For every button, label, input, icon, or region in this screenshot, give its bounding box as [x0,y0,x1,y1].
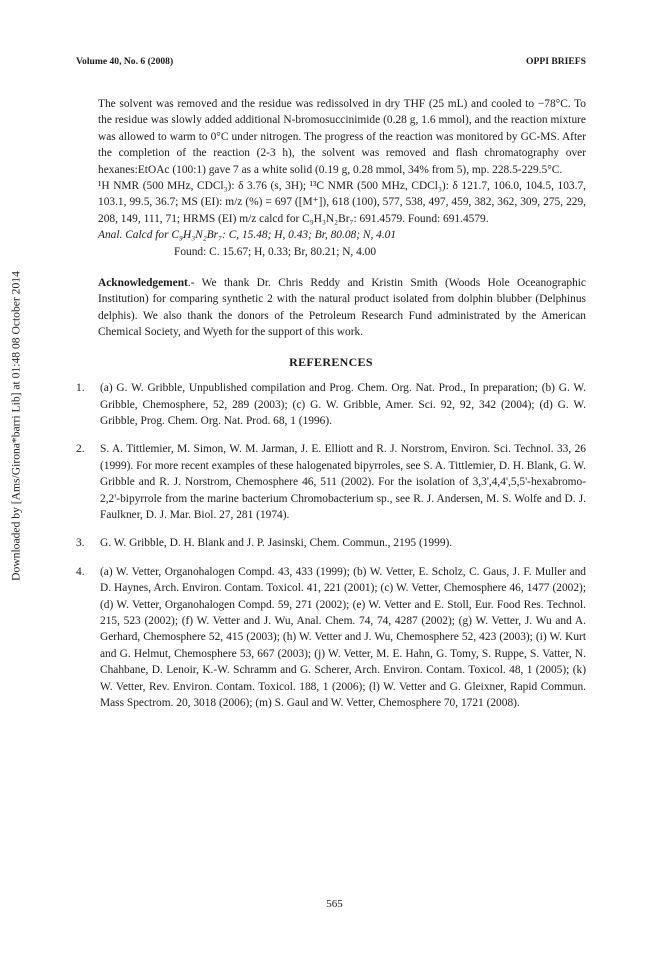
header-section: OPPI BRIEFS [526,56,586,67]
reference-text: (a) G. W. Gribble, Unpublished compilation and Prog. Chem. Org. Nat. Prod., In preparation; (b) G. W. Gribble, Chemosphere, 52, 289 (2003); (c) G. W. Gribble, Amer. Sci. 92, 92, 342 (2004); (d) G. W. Gribble, Prog. Chem. Org. Nat. Prod. 68, 1 (1996). [100,382,586,427]
page-body [76,96,586,723]
reference-number: 4. [76,565,85,578]
download-watermark-text: Downloaded by [Ams/Girona*barri Lib] at 01:48 08 October 2014 [9,271,23,581]
download-watermark [6,146,26,706]
reference-number: 1. [76,382,85,395]
experimental-paragraph: The solvent was removed and the residue was redissolved in dry THF (25 mL) and cooled to −78°C. To the residue was slowly added additional N-bromosuccinimide (0.28 g, 1.6 mmol), and the reaction mixture was allowed to warm to 0°C under nitrogen. The progress of the reaction was monitored by GC-MS. After the completion of the reaction (2-3 h), the solvent was removed and flash chromatography over hexanes:EtOAc (100:1) gave 7 as a white solid (0.19 g, 0.28 mmol, 34% from 5), mp. 228.5-229.5°C. [98,98,586,176]
spectral-data-paragraph: ¹H NMR (500 MHz, CDCl₃): δ 3.76 (s, 3H); ¹³C NMR (500 MHz, CDCl₃): δ 121.7, 106.0, 104.5, 103.7, 103.1, 99.5, 36.7; MS (EI): m/z (%) = 697 ([M⁺]), 618 (100), 577, 538, 497, 459, 382, 362, 309, 275, 229, 208, 149, 111, 71; HRMS (EI) m/z calcd for C₉H₃N₂Br₇: 691.4579. Found: 691.4579. [98,180,586,225]
page-number: 565 [326,898,343,910]
running-header [76,56,586,67]
acknowledgement-paragraph [76,275,586,341]
reference-item [76,564,586,712]
header-volume: Volume 40, No. 6 (2008) [76,56,174,67]
reference-text: (a) W. Vetter, Organohalogen Compd. 43, 433 (1999); (b) W. Vetter, E. Scholz, C. Gaus, J. F. Muller and D. Haynes, Arch. Environ. Contam. Toxicol. 41, 221 (2001); (c) W. Vetter, Chemosphere 46, 1477 (2002); (d) W. Vetter, Organohalogen Compd. 59, 271 (2002); (e) W. Vetter and E. Stoll, Eur. Food Res. Technol. 215, 523 (2002); (f) W. Vetter and J. Wu, Anal. Chem. 74, 74, 4287 (2002); (g) W. Vetter, J. Wu and A. Gerhard, Chemosphere 52, 415 (2003); (h) W. Vetter and J. Wu, Chemosphere 52, 423 (2003); (i) W. Kurt and G. Helmut, Chemosphere 53, 667 (2003); (j) W. Vetter, M. E. Hahn, G. Tomy, S. Ruppe, S. Vatter, N. Chahbane, D. Lenoir, K.-W. Schramm and G. Scherer, Arch. Environ. Contam. Toxicol. 48, 1 (2005); (k) W. Vetter, Rev. Environ. Contam. Toxicol. 188, 1 (2006); (l) W. Vetter and G. Gleixner, Rapid Commun. Mass Spectrom. 20, 3018 (2006); (m) S. Gaul and W. Vetter, Chemosphere 70, 1721 (2008). [100,565,586,709]
reference-item [76,380,586,429]
reference-number: 3. [76,537,85,550]
reference-text: S. A. Tittlemier, M. Simon, W. M. Jarman, J. E. Elliott and R. J. Norstrom, Environ. Sci. Technol. 33, 26 (1999). For more recent examples of these halogenated bipyrroles, see S. A. Tittlemier, D. H. Blank, G. W. Gribble and R. J. Norstrom, Chemosphere 46, 511 (2002). For the isolation of 3,3',4,4',5,5'-hexabromo-2,2'-bipyrrole from the marine bacterium Chromobacterium sp., see R. J. Andersen, M. S. Wolfe and D. J. Faulkner, D. J. Mar. Biol. 27, 281 (1974). [100,443,586,521]
reference-item [76,535,586,551]
reference-text: G. W. Gribble, D. H. Blank and J. P. Jasinski, Chem. Commun., 2195 (1999). [100,537,453,550]
analysis-calcd [76,227,586,243]
reference-item [76,441,586,523]
reference-number: 2. [76,443,85,456]
references-heading: REFERENCES [289,354,373,369]
acknowledgement-label: Acknowledgement [98,277,188,290]
analysis-calcd-text: Anal. Calcd for C₉H₃N₂Br₇: C, 15.48; H, 0.43; Br, 80.08; N, 4.01 [98,229,397,242]
acknowledgement-text: .- We thank Dr. Chris Reddy and Kristin Smith (Woods Hole Oceanographic Institution) for comparing synthetic 2 with the natural product isolated from dolphin blubber (Delphinus delphis). We also thank the donors of the Petroleum Research Fund administrated by the American Chemical Society, and Wyeth for the support of this work. [98,277,586,339]
analysis-found: Found: C. 15.67; H, 0.33; Br, 80.21; N, 4.00 [174,245,377,258]
